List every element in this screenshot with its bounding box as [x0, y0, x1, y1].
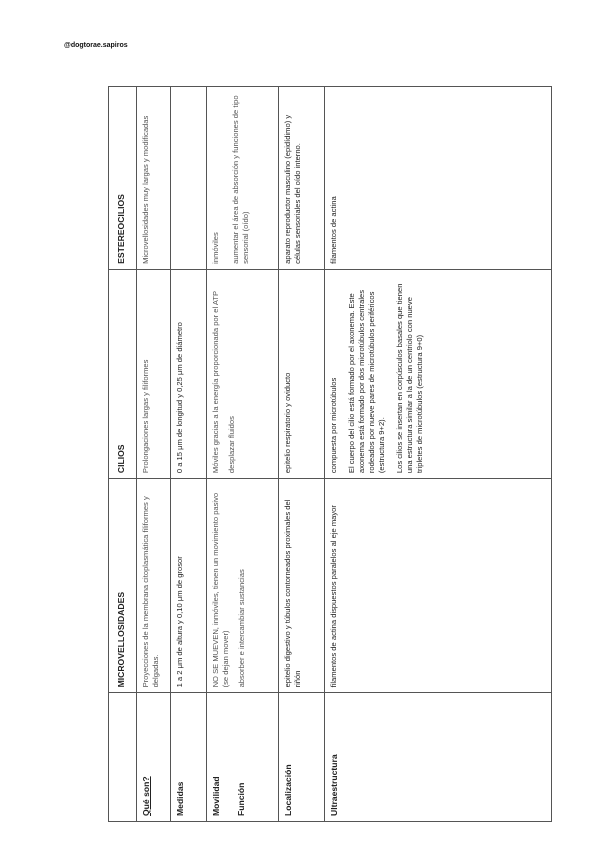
header-estereocilios: ESTEREOCILIOS — [109, 87, 137, 270]
row-label-movilidad — [207, 693, 279, 822]
cell-ultra-cilios — [325, 269, 552, 478]
cell-que-son-estereo: Microvellosidades muy largas y modificadas — [137, 87, 171, 270]
label-funcion: Función — [236, 782, 247, 816]
row-ultraestructura — [325, 87, 552, 822]
header-microvellosidades: MICROVELLOSIDADES — [109, 479, 137, 693]
header-cilios: CILIOS — [109, 269, 137, 478]
row-label-localizacion: Localización — [279, 693, 325, 822]
table-sheet — [108, 86, 552, 822]
cell-ultra-micro: filamentos de actina dispuestos paralelos al eje mayor — [325, 479, 552, 693]
cell-medidas-cilios: 0 a 15 μm de longitud y 0,25 μm de diámetro — [171, 269, 207, 478]
movilidad-estereo: inmóviles — [211, 232, 220, 264]
row-medidas — [171, 87, 207, 822]
cell-medidas-micro: 1 a 2 μm de altura y 0,10 μm de grosor — [171, 479, 207, 693]
movilidad-micro: NO SE MUEVEN, inmóviles, tienen un movimiento pasivo (se dejan mover) — [211, 492, 231, 688]
row-movilidad-funcion — [207, 87, 279, 822]
cell-movilidad-estereo — [207, 87, 279, 270]
header-blank — [109, 693, 137, 822]
ultra-cilios-p1: compuesta por microtúbulos — [329, 377, 338, 474]
table-header-row — [109, 87, 137, 822]
funcion-micro: absorber e intercambiar sustancias — [237, 569, 247, 688]
cell-que-son-cilios: Prolongaciones largas y filiformes — [137, 269, 171, 478]
cell-localizacion-micro: epitelio digestivo y túbulos contorneados proximales del riñón — [279, 479, 325, 693]
ultra-cilios-p2: El cuerpo del cilio está formado por el axonema. Este axonema está formado por dos microtúbulos centrales rodeados por nueve pares de microtúbulos periféricos (estructura 9+2). — [347, 289, 387, 474]
cell-movilidad-micro — [207, 479, 279, 693]
cell-medidas-estereo — [171, 87, 207, 270]
funcion-estereo: aumentar el área de absorción y funciones de tipo sensorial (oído) — [231, 95, 251, 264]
rotated-table-container — [108, 86, 552, 822]
cell-ultra-estereo: filamentos de actina — [325, 87, 552, 270]
row-localizacion — [279, 87, 325, 822]
row-label-medidas: Medidas — [171, 693, 207, 822]
cell-movilidad-cilios — [207, 269, 279, 478]
row-label-ultraestructura: Ultraestructura — [325, 693, 552, 822]
cell-localizacion-cilios: epitelio respiratorio y oviducto — [279, 269, 325, 478]
movilidad-cilios: Móviles gracias a la energía proporcionada por el ATP — [211, 290, 220, 474]
funcion-cilios: desplazar fluidos — [227, 416, 237, 474]
row-que-son — [137, 87, 171, 822]
row-label-que-son: Qué son? — [137, 693, 171, 822]
ultra-cilios-p3: Los cilios se insertan en corpúsculos basales que tienen una estructura similar a la de un centriolo con nueve tripletes de microtúbulos (estructura 9+0) — [395, 283, 425, 474]
author-handle: @dogtorae.sapiros — [64, 42, 128, 49]
comparison-table — [108, 86, 552, 822]
label-movilidad: Movilidad — [211, 776, 221, 816]
cell-localizacion-estereo: aparato reproductor masculino (epidídimo) y células sensoriales del oído interno. — [279, 87, 325, 270]
cell-que-son-micro: Proyecciones de la membrana citoplasmática filiformes y delgadas. — [137, 479, 171, 693]
